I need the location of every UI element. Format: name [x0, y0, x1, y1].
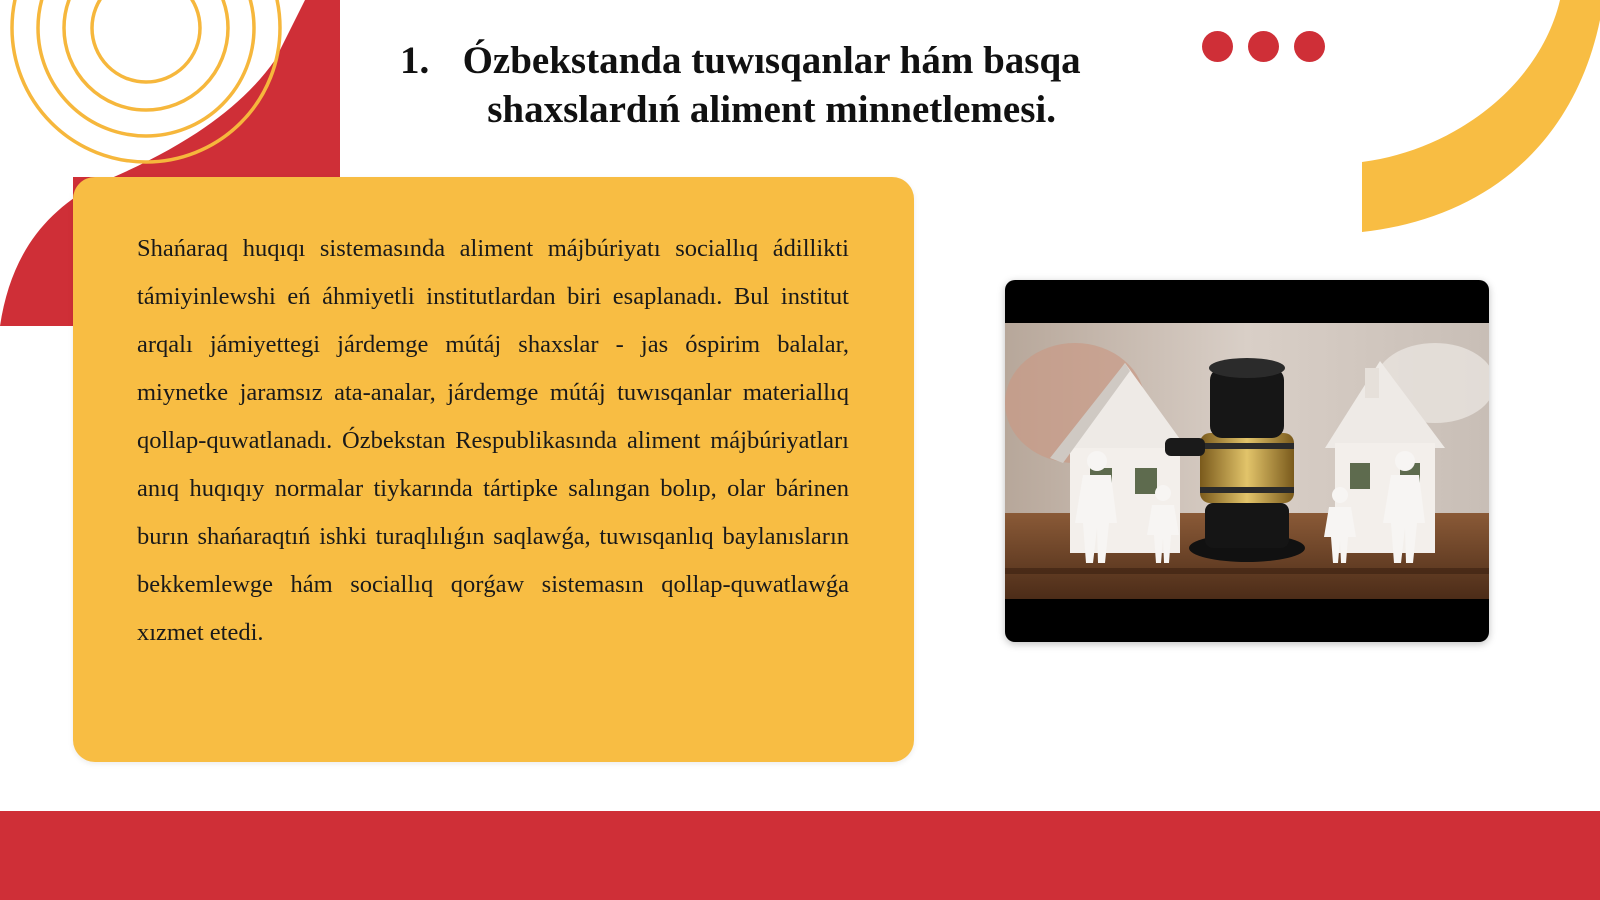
concentric-rings-decoration [0, 0, 300, 170]
title-number: 1. [400, 39, 430, 82]
red-dot [1202, 31, 1233, 62]
photo-frame [1005, 280, 1489, 642]
dots-decoration [1202, 31, 1325, 62]
slide-title [400, 36, 1100, 134]
bottom-band [0, 811, 1600, 900]
red-dot [1294, 31, 1325, 62]
text-panel [73, 177, 914, 762]
body-paragraph: Shańaraq huqıqı sistemasında aliment májbúriyatı sociallıq ádillikti támiyinlewshi eń áhmiyetli institutlardan biri esaplanadı. Bul institut arqalı jámiyettegi járdemge mútáj shaxslar - jas óspirim balalar, miynetke jaramsız ata-analar, járdemge mútáj tuwısqanlar materiallıq qollap-quwatlanadı. Ózbekstan Respublikasında aliment májbúriyatları anıq huqıqıy normalar tiykarında tártipke salıngan bolıp, olar bárinen burın shańaraqtıń ishki turaqlılıǵın saqlawǵa, tuwısqanlıq baylanısların bekkemlewge hám sociallıq qorǵaw sistemasın qollap-quwatlawǵa xızmet etedi. [137, 235, 849, 646]
yellow-arc-decoration [1360, 0, 1600, 240]
red-dot [1248, 31, 1279, 62]
gavel-family-photo-icon [1005, 323, 1489, 599]
title-text: Ózbekstanda tuwısqanlar hám basqa shaxslardıń aliment minnetlemesi. [462, 39, 1081, 131]
